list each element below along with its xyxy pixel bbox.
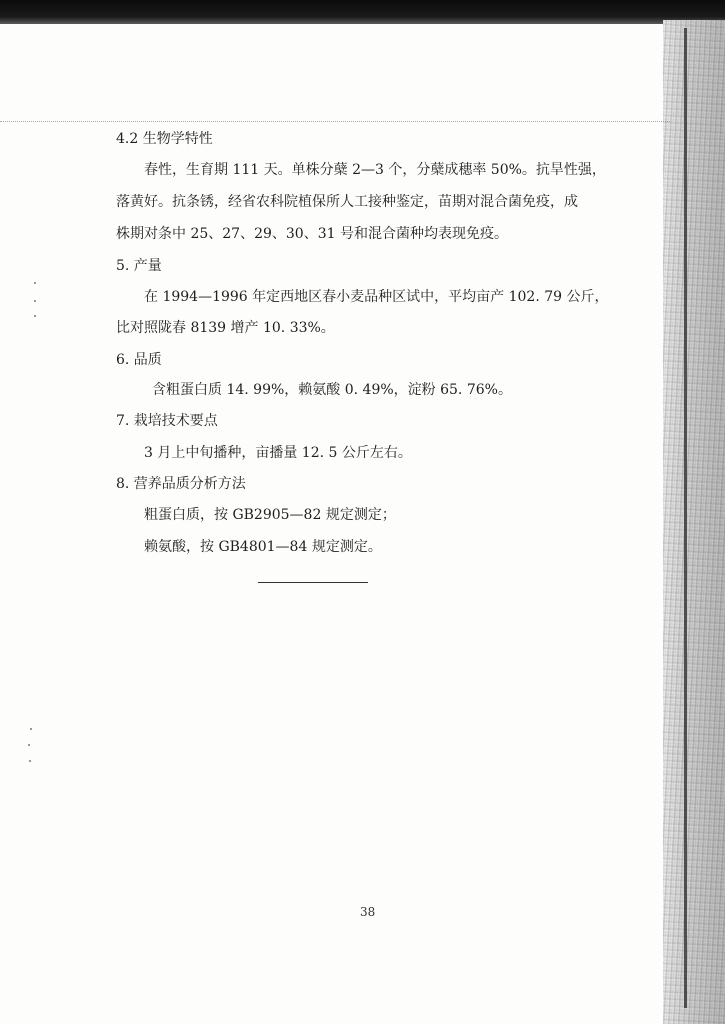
scan-speck — [30, 728, 32, 730]
yield-line-1: 在 1994—1996 年定西地区春小麦品种区试中，平均亩产 102. 79 公斤， — [144, 289, 609, 305]
yield-line-2: 比对照陇春 8139 增产 10. 33%。 — [116, 320, 335, 336]
page-number: 38 — [360, 905, 376, 919]
section-heading-quality: 6. 品质 — [116, 352, 162, 368]
section-heading-biology: 4.2 生物学特性 — [116, 131, 213, 147]
scan-speck — [29, 760, 31, 762]
scan-top-shadow — [0, 0, 725, 24]
section-heading-cultivation: 7. 栽培技术要点 — [116, 413, 218, 429]
cultivation-line: 3 月上中旬播种，亩播量 12. 5 公斤左右。 — [144, 445, 412, 461]
quality-line: 含粗蛋白质 14. 99%，赖氨酸 0. 49%，淀粉 65. 76%。 — [152, 382, 512, 398]
section-heading-methods: 8. 营养品质分析方法 — [116, 476, 246, 492]
scan-speck — [28, 744, 30, 746]
scan-speck — [34, 282, 36, 284]
scan-speck — [34, 315, 36, 317]
biology-line-2: 落黄好。抗条锈，经省农科院植保所人工接种鉴定，苗期对混合菌免疫，成 — [116, 194, 578, 210]
scan-speck — [34, 300, 36, 302]
methods-line-1: 粗蛋白质，按 GB2905—82 规定测定； — [144, 507, 396, 523]
biology-line-1: 春性，生育期 111 天。单株分蘖 2—3 个，分蘖成穗率 50%。抗旱性强， — [144, 162, 606, 178]
binding-edge — [663, 20, 725, 1024]
biology-line-3: 株期对条中 25、27、29、30、31 号和混合菌种均表现免疫。 — [116, 226, 508, 242]
methods-line-2: 赖氨酸，按 GB4801—84 规定测定。 — [144, 539, 382, 555]
section-heading-yield: 5. 产量 — [116, 258, 162, 274]
end-rule — [258, 582, 368, 583]
scan-dotted-line — [0, 121, 670, 122]
binding-line — [684, 28, 687, 1008]
